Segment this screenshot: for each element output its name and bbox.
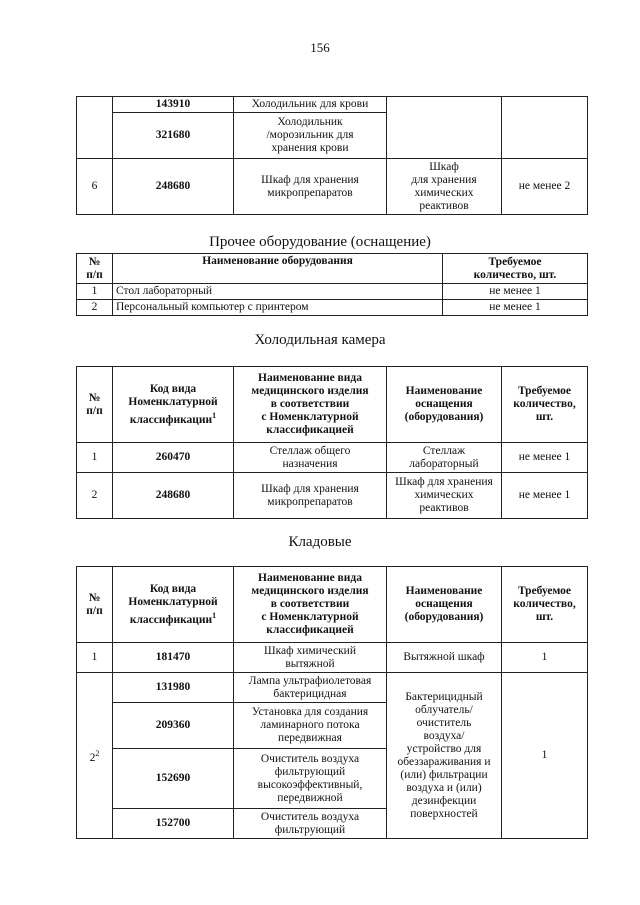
name-cell: Персональный компьютер с принтером [113, 300, 443, 316]
other-equipment-table [76, 253, 588, 316]
kind-cell: Установка для создания ламинарного потока передвижная [234, 703, 387, 749]
qty-cell: не менее 1 [443, 300, 588, 316]
page-number: 156 [310, 40, 330, 55]
equip-cell: Вытяжной шкаф [387, 643, 502, 673]
equip-cell: Шкаф для хранения химических реактивов [387, 159, 502, 215]
header-qty: Требуемое количество, шт. [443, 254, 588, 284]
cold-room-table [76, 366, 588, 519]
equip-cell [387, 97, 502, 159]
header-qty: Требуемое количество, шт. [502, 567, 588, 643]
kind-cell: Шкаф химический вытяжной [234, 643, 387, 673]
name-cell: Стол лабораторный [113, 284, 443, 300]
code-cell: 131980 [113, 673, 234, 703]
num-cell: $2^2$ [77, 673, 113, 839]
kind-cell: Шкаф для хранения микропрепаратов [234, 473, 387, 519]
header-code: Код вида Номенклатурной классификации$^1$ [113, 367, 234, 443]
qty-cell [502, 97, 588, 159]
kind-cell: Шкаф для хранения микропрепаратов [234, 159, 387, 215]
header-name: Наименование оборудования [113, 254, 443, 284]
num-cell: 1 [77, 643, 113, 673]
header-code: Код вида Номенклатурной классификации$^1$ [113, 567, 234, 643]
code-cell: 143910 [113, 97, 234, 113]
continuation-table [76, 96, 588, 215]
header-num: № п/п [77, 367, 113, 443]
code-cell: 260470 [113, 443, 234, 473]
code-cell: 248680 [113, 159, 234, 215]
num-cell [77, 97, 113, 159]
qty-cell: 1 [502, 673, 588, 839]
qty-cell: не менее 2 [502, 159, 588, 215]
header-num: № п/п [77, 254, 113, 284]
kind-cell: Очиститель воздуха фильтрующий [234, 809, 387, 839]
kind-cell: Стеллаж общего назначения [234, 443, 387, 473]
storage-table [76, 566, 588, 839]
equip-cell: Стеллаж лабораторный [387, 443, 502, 473]
num-cell: 1 [77, 443, 113, 473]
kind-cell: Лампа ультрафиолетовая бактерицидная [234, 673, 387, 703]
code-cell: 321680 [113, 113, 234, 159]
kind-cell: Очиститель воздуха фильтрующий высокоэффективный, передвижной [234, 749, 387, 809]
kind-cell: Холодильник /морозильник для хранения крови [234, 113, 387, 159]
code-cell: 209360 [113, 703, 234, 749]
header-kind: Наименование вида медицинского изделия в соответствии с Номенклатурной классификацией [234, 367, 387, 443]
kind-cell: Холодильник для крови [234, 97, 387, 113]
section-title-storage: Кладовые [288, 534, 352, 550]
code-cell: 181470 [113, 643, 234, 673]
header-num: № п/п [77, 567, 113, 643]
num-cell: 6 [77, 159, 113, 215]
qty-cell: не менее 1 [443, 284, 588, 300]
equip-cell: Бактерицидный облучатель/ очиститель воздуха/ устройство для обеззараживания и (или) фильтрации воздуха и (или) дезинфекции поверхностей [387, 673, 502, 839]
code-cell: 152690 [113, 749, 234, 809]
section-title-other: Прочее оборудование (оснащение) [209, 234, 431, 250]
header-kind: Наименование вида медицинского изделия в соответствии с Номенклатурной классификацией [234, 567, 387, 643]
code-cell: 152700 [113, 809, 234, 839]
qty-cell: 1 [502, 643, 588, 673]
qty-cell: не менее 1 [502, 473, 588, 519]
qty-cell: не менее 1 [502, 443, 588, 473]
code-cell: 248680 [113, 473, 234, 519]
header-equip: Наименование оснащения (оборудования) [387, 367, 502, 443]
num-cell: 2 [77, 473, 113, 519]
header-equip: Наименование оснащения (оборудования) [387, 567, 502, 643]
header-qty: Требуемое количество, шт. [502, 367, 588, 443]
equip-cell: Шкаф для хранения химических реактивов [387, 473, 502, 519]
num-cell: 2 [77, 300, 113, 316]
section-title-cold: Холодильная камера [254, 332, 386, 348]
num-cell: 1 [77, 284, 113, 300]
